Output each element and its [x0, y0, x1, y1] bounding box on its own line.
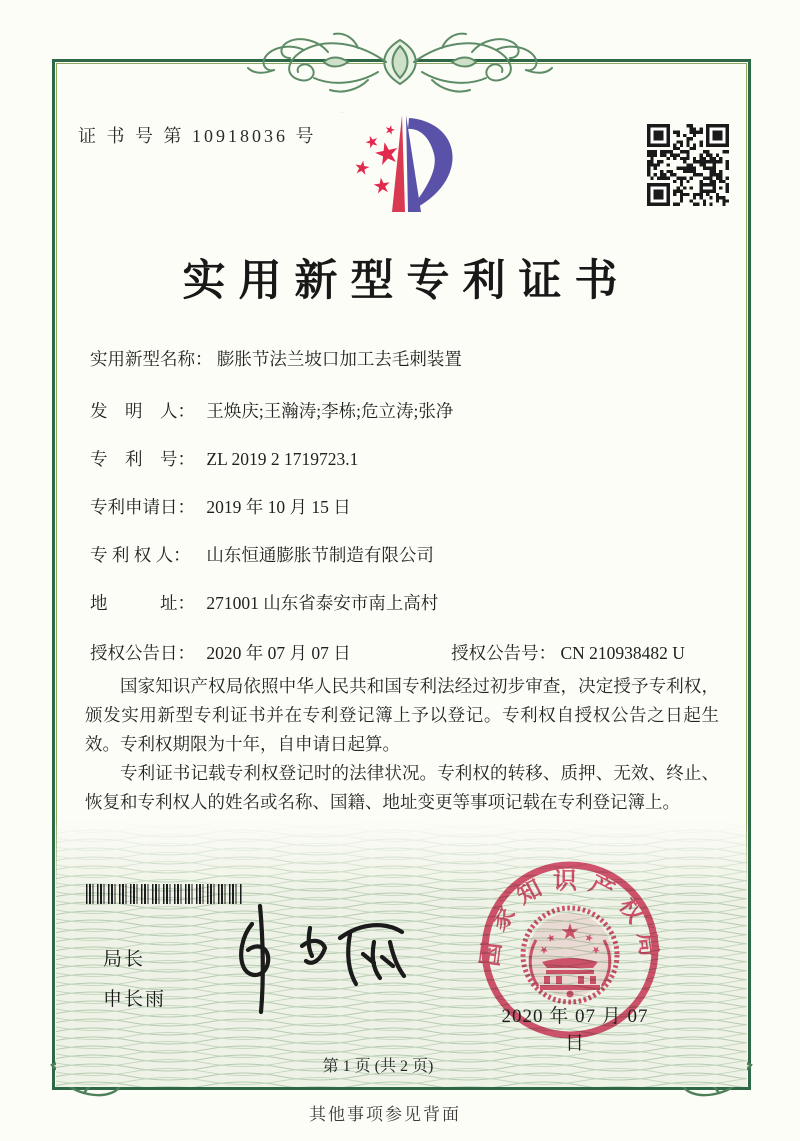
top-flourish-ornament [208, 22, 592, 98]
field-label: 实用新型名称： [90, 349, 213, 369]
field-grant-date-and-number [90, 640, 685, 665]
grant-number-value: CN 210938482 U [560, 643, 685, 663]
qr-code [645, 124, 731, 206]
field-filing-date [90, 494, 351, 519]
legal-paragraph-2: 专利证书记载专利权登记时的法律状况。专利权的转移、质押、无效、终止、恢复和专利权人的姓名或名称、国籍、地址变更等事项记载在专利登记簿上。 [85, 763, 719, 812]
field-value: 王焕庆;王瀚涛;李栋;危立涛;张净 [206, 401, 454, 421]
field-patentee [90, 542, 434, 567]
field-label: 专 利 权 人： [90, 545, 191, 565]
field-utility-model-name [90, 346, 462, 371]
cnipa-logo [342, 112, 460, 214]
field-label: 专 利 号： [90, 449, 195, 469]
page-number: 第 1 页 (共 2 页) [322, 1058, 434, 1075]
commissioner-title: 局长 [103, 949, 146, 970]
signature-handwriting [222, 898, 417, 1016]
field-label: 专利申请日： [90, 497, 195, 517]
field-value: 271001 山东省泰安市南上高村 [206, 593, 439, 613]
certificate-number: 证 书 号 第 10918036 号 [78, 126, 317, 146]
field-patent-number [90, 446, 358, 471]
back-side-note: 其他事项参见背面 [309, 1105, 461, 1124]
legal-text [85, 672, 719, 817]
commissioner-block [103, 944, 166, 1024]
certificate-title: 实用新型专利证书 [182, 258, 631, 305]
field-inventors [90, 398, 453, 423]
field-label: 授权公告日： [90, 643, 195, 663]
field-value: 2019 年 10 月 15 日 [206, 497, 351, 517]
field-value: 山东恒通膨胀节制造有限公司 [206, 545, 434, 565]
barcode [86, 884, 243, 904]
commissioner-name: 申长雨 [103, 989, 167, 1010]
field-address [90, 590, 438, 615]
seal-text: 国家知识产权局 [478, 868, 662, 968]
field-label: 发 明 人： [90, 401, 195, 421]
seal-date: 2020 年 07 月 07 日 [501, 1006, 649, 1054]
field-value: ZL 2019 2 1719723.1 [206, 449, 359, 469]
field-label: 地 址： [90, 593, 195, 613]
legal-paragraph-1: 国家知识产权局依照中华人民共和国专利法经过初步审查，决定授予专利权，颁发实用新型专利证书并在专利登记簿上予以登记。专利权自授权公告之日起生效。专利权期限为十年，自申请日起算。 [85, 676, 719, 754]
field-value: 2020 年 07 月 07 日 [206, 643, 351, 663]
grant-number-label: 授权公告号： [451, 643, 557, 663]
field-value: 膨胀节法兰坡口加工去毛刺装置 [216, 349, 462, 369]
